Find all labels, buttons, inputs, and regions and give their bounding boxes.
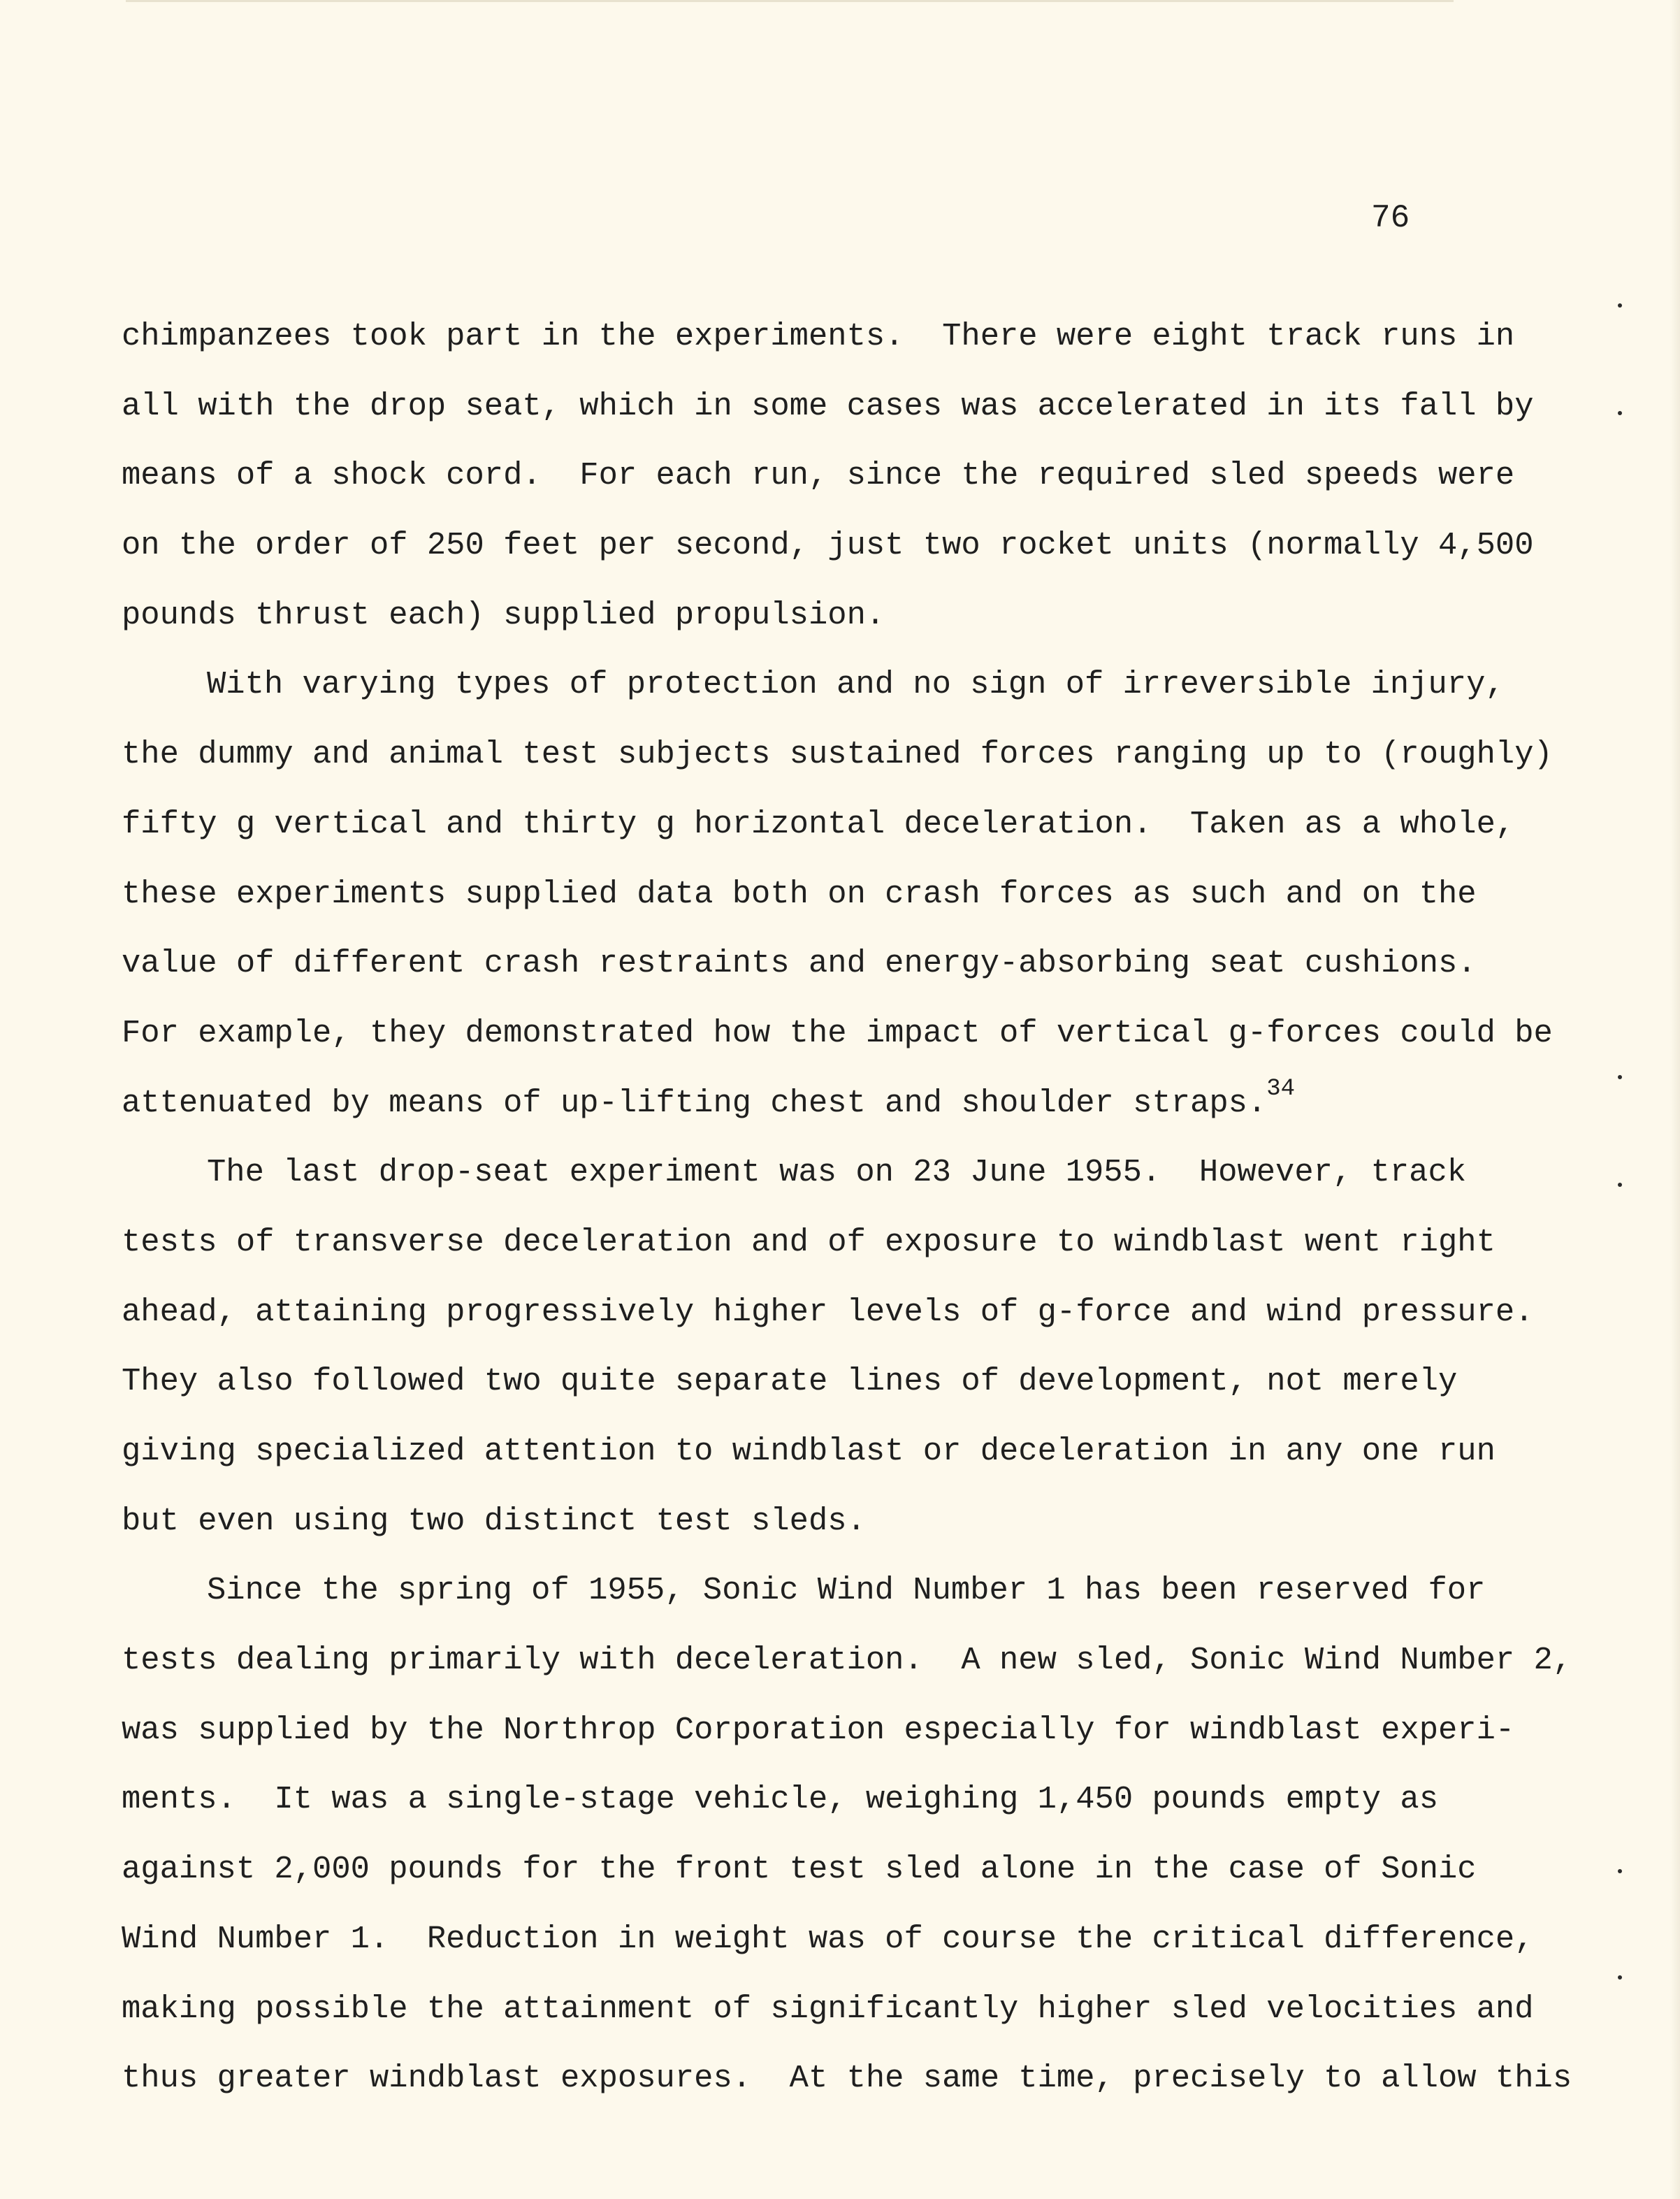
text-line: tests of transverse deceleration and of exposure to windblast went right [122,1223,1496,1260]
text-line: but even using two distinct test sleds. [122,1502,866,1539]
margin-mark [1618,1183,1622,1187]
margin-mark [1618,1075,1622,1079]
text-line: For example, they demonstrated how the impact of vertical g-forces could be [122,1014,1553,1051]
text-line: against 2,000 pounds for the front test sled alone in the case of Sonic [122,1851,1477,1888]
text-line: ahead, attaining progressively higher levels of g-force and wind pressure. [122,1293,1534,1330]
text-line: value of different crash restraints and energy-absorbing seat cushions. [122,945,1477,982]
margin-mark [1618,1975,1622,1980]
text-line: ments. It was a single-stage vehicle, weighing 1,450 pounds empty as [122,1781,1439,1818]
text-line: pounds thrust each) supplied propulsion. [122,596,885,633]
text-line: chimpanzees took part in the experiments. There were eight track runs in [122,318,1515,354]
footnote-reference: 34 [1266,1075,1296,1102]
text-line: The last drop-seat experiment was on 23 June 1955. However, track [207,1154,1467,1191]
text-line: attenuated by means of up-lifting chest and shoulder straps. [122,1084,1267,1121]
text-line: giving specialized attention to windblast or deceleration in any one run [122,1433,1496,1469]
text-line: the dummy and animal test subjects sustained forces ranging up to (roughly) [122,736,1553,773]
margin-mark [1618,303,1622,308]
body-text [122,302,1572,2114]
text-line: They also followed two quite separate lines of development, not merely [122,1363,1458,1400]
text-line: Since the spring of 1955, Sonic Wind Number 1 has been reserved for [207,1572,1486,1609]
text-line: was supplied by the Northrop Corporation especially for windblast experi- [122,1711,1515,1748]
margin-mark [1618,1869,1622,1873]
text-line: With varying types of protection and no sign of irreversible injury, [207,666,1505,703]
text-line: all with the drop seat, which in some cases was accelerated in its fall by [122,387,1534,424]
text-line: means of a shock cord. For each run, since the required sled speeds were [122,457,1515,494]
page-top-edge [126,0,1454,2]
text-line: on the order of 250 feet per second, just two rocket units (normally 4,500 [122,527,1534,564]
margin-mark [1618,411,1622,415]
page-right-edge [1670,0,1680,2199]
text-line-with-footnote [122,1069,1519,1139]
text-line: making possible the attainment of significantly higher sled velocities and [122,1990,1534,2027]
text-line: fifty g vertical and thirty g horizontal deceleration. Taken as a whole, [122,805,1515,842]
text-line: these experiments supplied data both on crash forces as such and on the [122,875,1477,912]
text-line: thus greater windblast exposures. At the same time, precisely to allow this [122,2060,1572,2097]
text-line: Wind Number 1. Reduction in weight was of course the critical difference, [122,1920,1534,1957]
page-number: 76 [1371,200,1410,236]
text-line: tests dealing primarily with deceleration. A new sled, Sonic Wind Number 2, [122,1642,1572,1679]
